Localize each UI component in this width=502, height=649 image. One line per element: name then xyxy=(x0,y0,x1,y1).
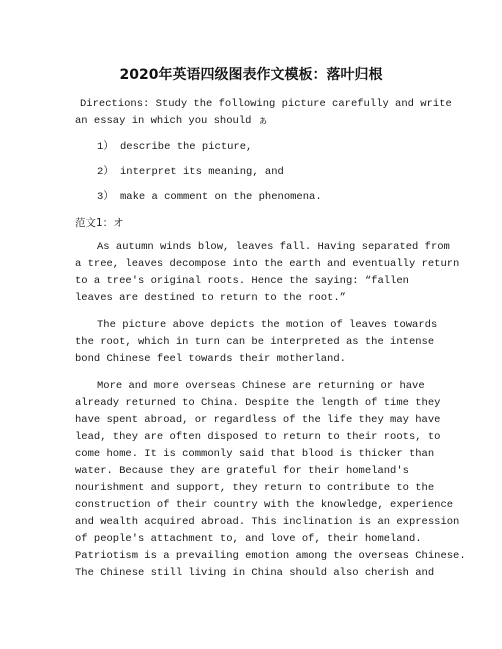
list-item-text: interpret its meaning, and xyxy=(120,166,284,178)
paragraph-line: already returned to China. Despite the length of time they xyxy=(75,397,441,409)
paragraph-line: bond Chinese feel towards their motherland. xyxy=(75,353,346,365)
list-item-text: describe the picture, xyxy=(120,141,253,153)
paragraph-line: leaves are destined to return to the root.” xyxy=(75,292,346,304)
paragraph-line: lead, they are often disposed to return to their roots, to xyxy=(75,431,441,443)
paragraph-line: As autumn winds blow, leaves fall. Having separated from xyxy=(97,241,450,253)
paragraph-line: nourishment and support, they return to contribute to the xyxy=(75,482,435,494)
paragraph-line: Patriotism is a prevailing emotion among the overseas Chinese. xyxy=(75,550,466,562)
paragraph-line: to a tree's original roots. Hence the saying: “fallen xyxy=(75,275,409,287)
paragraph-line: come home. It is commonly said that blood is thicker than xyxy=(75,448,435,460)
list-item-text: make a comment on the phenomena. xyxy=(120,191,322,203)
directions-line-1: Directions: Study the following picture carefully and write xyxy=(80,98,452,110)
list-item-number: 1） xyxy=(97,141,114,153)
paragraph-line: have spent abroad, or regardless of the life they may have xyxy=(75,414,441,426)
paragraph-line: a tree, leaves decompose into the earth and eventually return xyxy=(75,258,460,270)
paragraph-line: water. Because they are grateful for their homeland's xyxy=(75,465,409,477)
document-title: 2020年英语四级图表作文模板：落叶归根 xyxy=(119,67,383,83)
paragraph-line: and wealth acquired abroad. This inclination is an expression xyxy=(75,516,460,528)
paragraph-line: construction of their country with the knowledge, experience xyxy=(75,499,454,511)
paragraph-line: The Chinese still living in China should also cherish and xyxy=(75,567,435,579)
paragraph-line: More and more overseas Chinese are returning or have xyxy=(97,380,425,392)
sample-essay-label: 范文1：オ xyxy=(75,217,124,229)
paragraph-line: of people's attachment to, and love of, their homeland. xyxy=(75,533,422,545)
directions-line-2: an essay in which you should ぁ xyxy=(75,115,269,127)
paragraph-line: the root, which in turn can be interpreted as the intense xyxy=(75,336,435,348)
paragraph-line: The picture above depicts the motion of leaves towards xyxy=(97,319,438,331)
list-item-number: 3） xyxy=(97,191,114,203)
list-item-number: 2） xyxy=(97,166,114,178)
